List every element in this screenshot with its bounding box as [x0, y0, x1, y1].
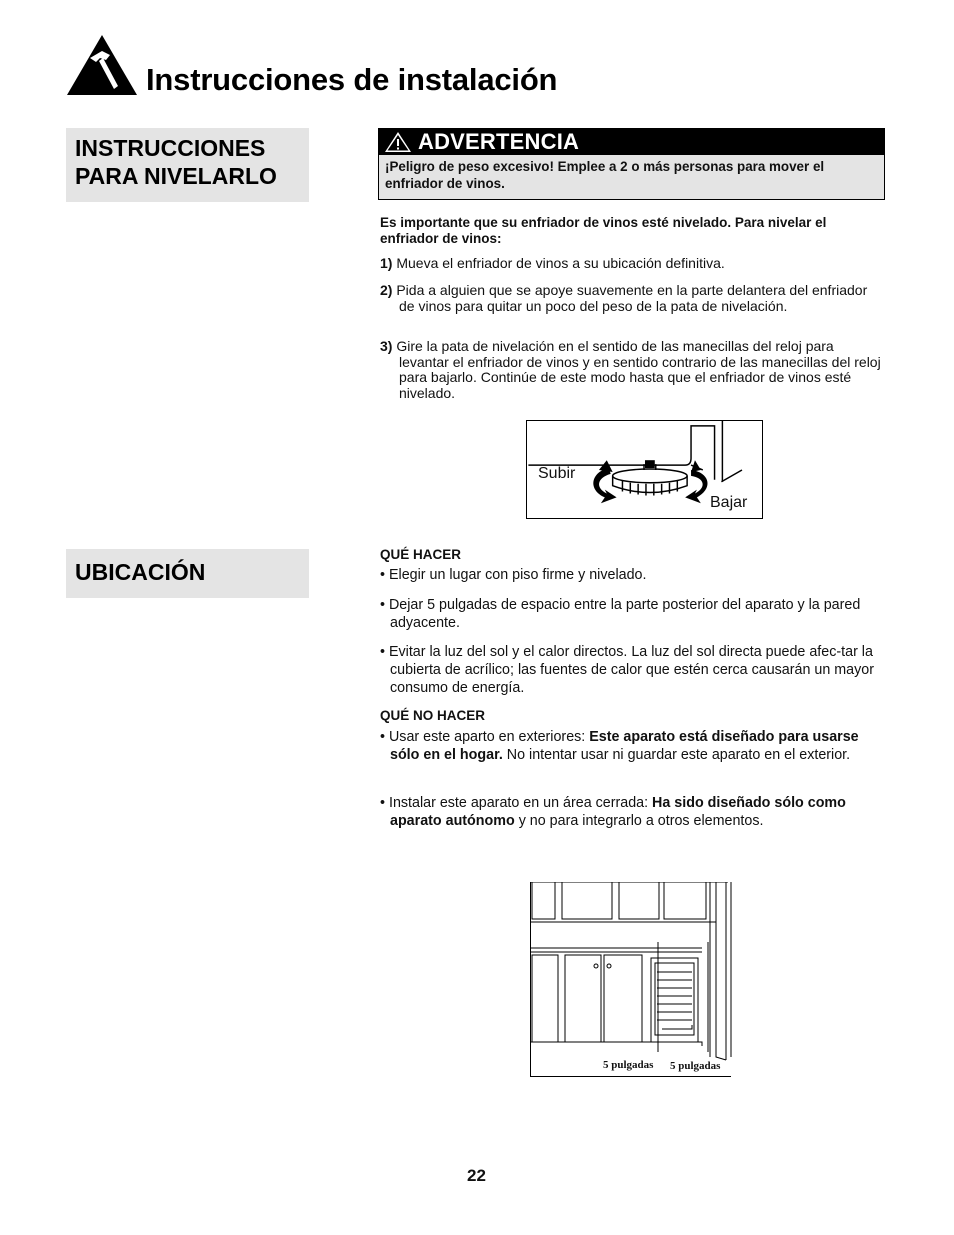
dont-item: [380, 794, 885, 830]
section-title-leveling: INSTRUCCIONES PARA NIVELARLO: [66, 128, 309, 202]
hammer-in-triangle-icon: [66, 34, 138, 96]
warning-box: [378, 128, 885, 200]
step-text: Gire la pata de nivelación en el sentido de las manecillas del reloj para levantar el enfriador de vinos y en sentido contrario de las manecillas del reloj para bajarlo. Continúe de este modo hasta que el enfriador de vinos esté nivelado.: [396, 338, 881, 401]
section-title-location: UBICACIÓN: [66, 549, 309, 598]
clearance-label-left: 5 pulgadas: [603, 1059, 654, 1071]
leveling-intro: Es importante que su enfriador de vinos esté nivelado. Para nivelar el enfriador de vinos:: [380, 215, 827, 246]
dont-item-text: No intentar usar ni guardar este aparato en el exterior.: [502, 747, 851, 763]
dont-item-text: • Usar este aparto en exteriores:: [380, 729, 590, 745]
kitchen-placement-illustration: [530, 882, 732, 1077]
do-heading: QUÉ HACER: [380, 547, 462, 562]
dont-item: [380, 728, 885, 764]
warning-triangle-icon: [384, 131, 412, 153]
dont-heading: QUÉ NO HACER: [380, 708, 486, 723]
warning-header: [379, 129, 884, 155]
lower-label: Bajar: [710, 494, 748, 511]
raise-label: Subir: [538, 465, 576, 482]
do-item: • Dejar 5 pulgadas de espacio entre la parte posterior del aparato y la pared adyacente.: [380, 597, 861, 631]
step-text: Mueva el enfriador de vinos a su ubicación definitiva.: [396, 255, 725, 271]
dont-item-text: • Instalar este aparato en un área cerrada:: [380, 795, 653, 811]
step-text: Pida a alguien que se apoye suavemente en la parte delantera del enfriador de vinos para quitar un poco del peso de la pata de nivelación.: [396, 282, 868, 314]
clearance-label-right: 5 pulgadas: [670, 1060, 721, 1072]
warning-title: ADVERTENCIA: [418, 129, 580, 154]
leveling-step: [380, 339, 885, 401]
leveling-step: [380, 283, 885, 314]
step-number: 1): [380, 255, 393, 271]
step-number: 3): [380, 338, 393, 354]
dont-item-text: y no para integrarlo a otros elementos.: [514, 813, 764, 829]
leveling-step: [380, 256, 885, 272]
page-number: 22: [467, 1166, 486, 1185]
dont-item-bold: Ha sido diseñado sólo como aparato autónomo: [390, 795, 846, 829]
step-number: 2): [380, 282, 393, 298]
dont-item-bold: Este aparato está diseñado para usarse sólo en el hogar.: [390, 729, 859, 763]
do-item: • Evitar la luz del sol y el calor directos. La luz del sol directa puede afec-tar la cubierta de acrílico; las fuentes de calor que estén cerca causarán un mayor consumo de energía.: [380, 644, 874, 696]
page-title: Instrucciones de instalación: [146, 62, 558, 97]
do-item: • Elegir un lugar con piso firme y nivelado.: [380, 567, 647, 583]
warning-text: ¡Peligro de peso excesivo! Emplee a 2 o más personas para mover el enfriador de vinos.: [385, 159, 825, 191]
